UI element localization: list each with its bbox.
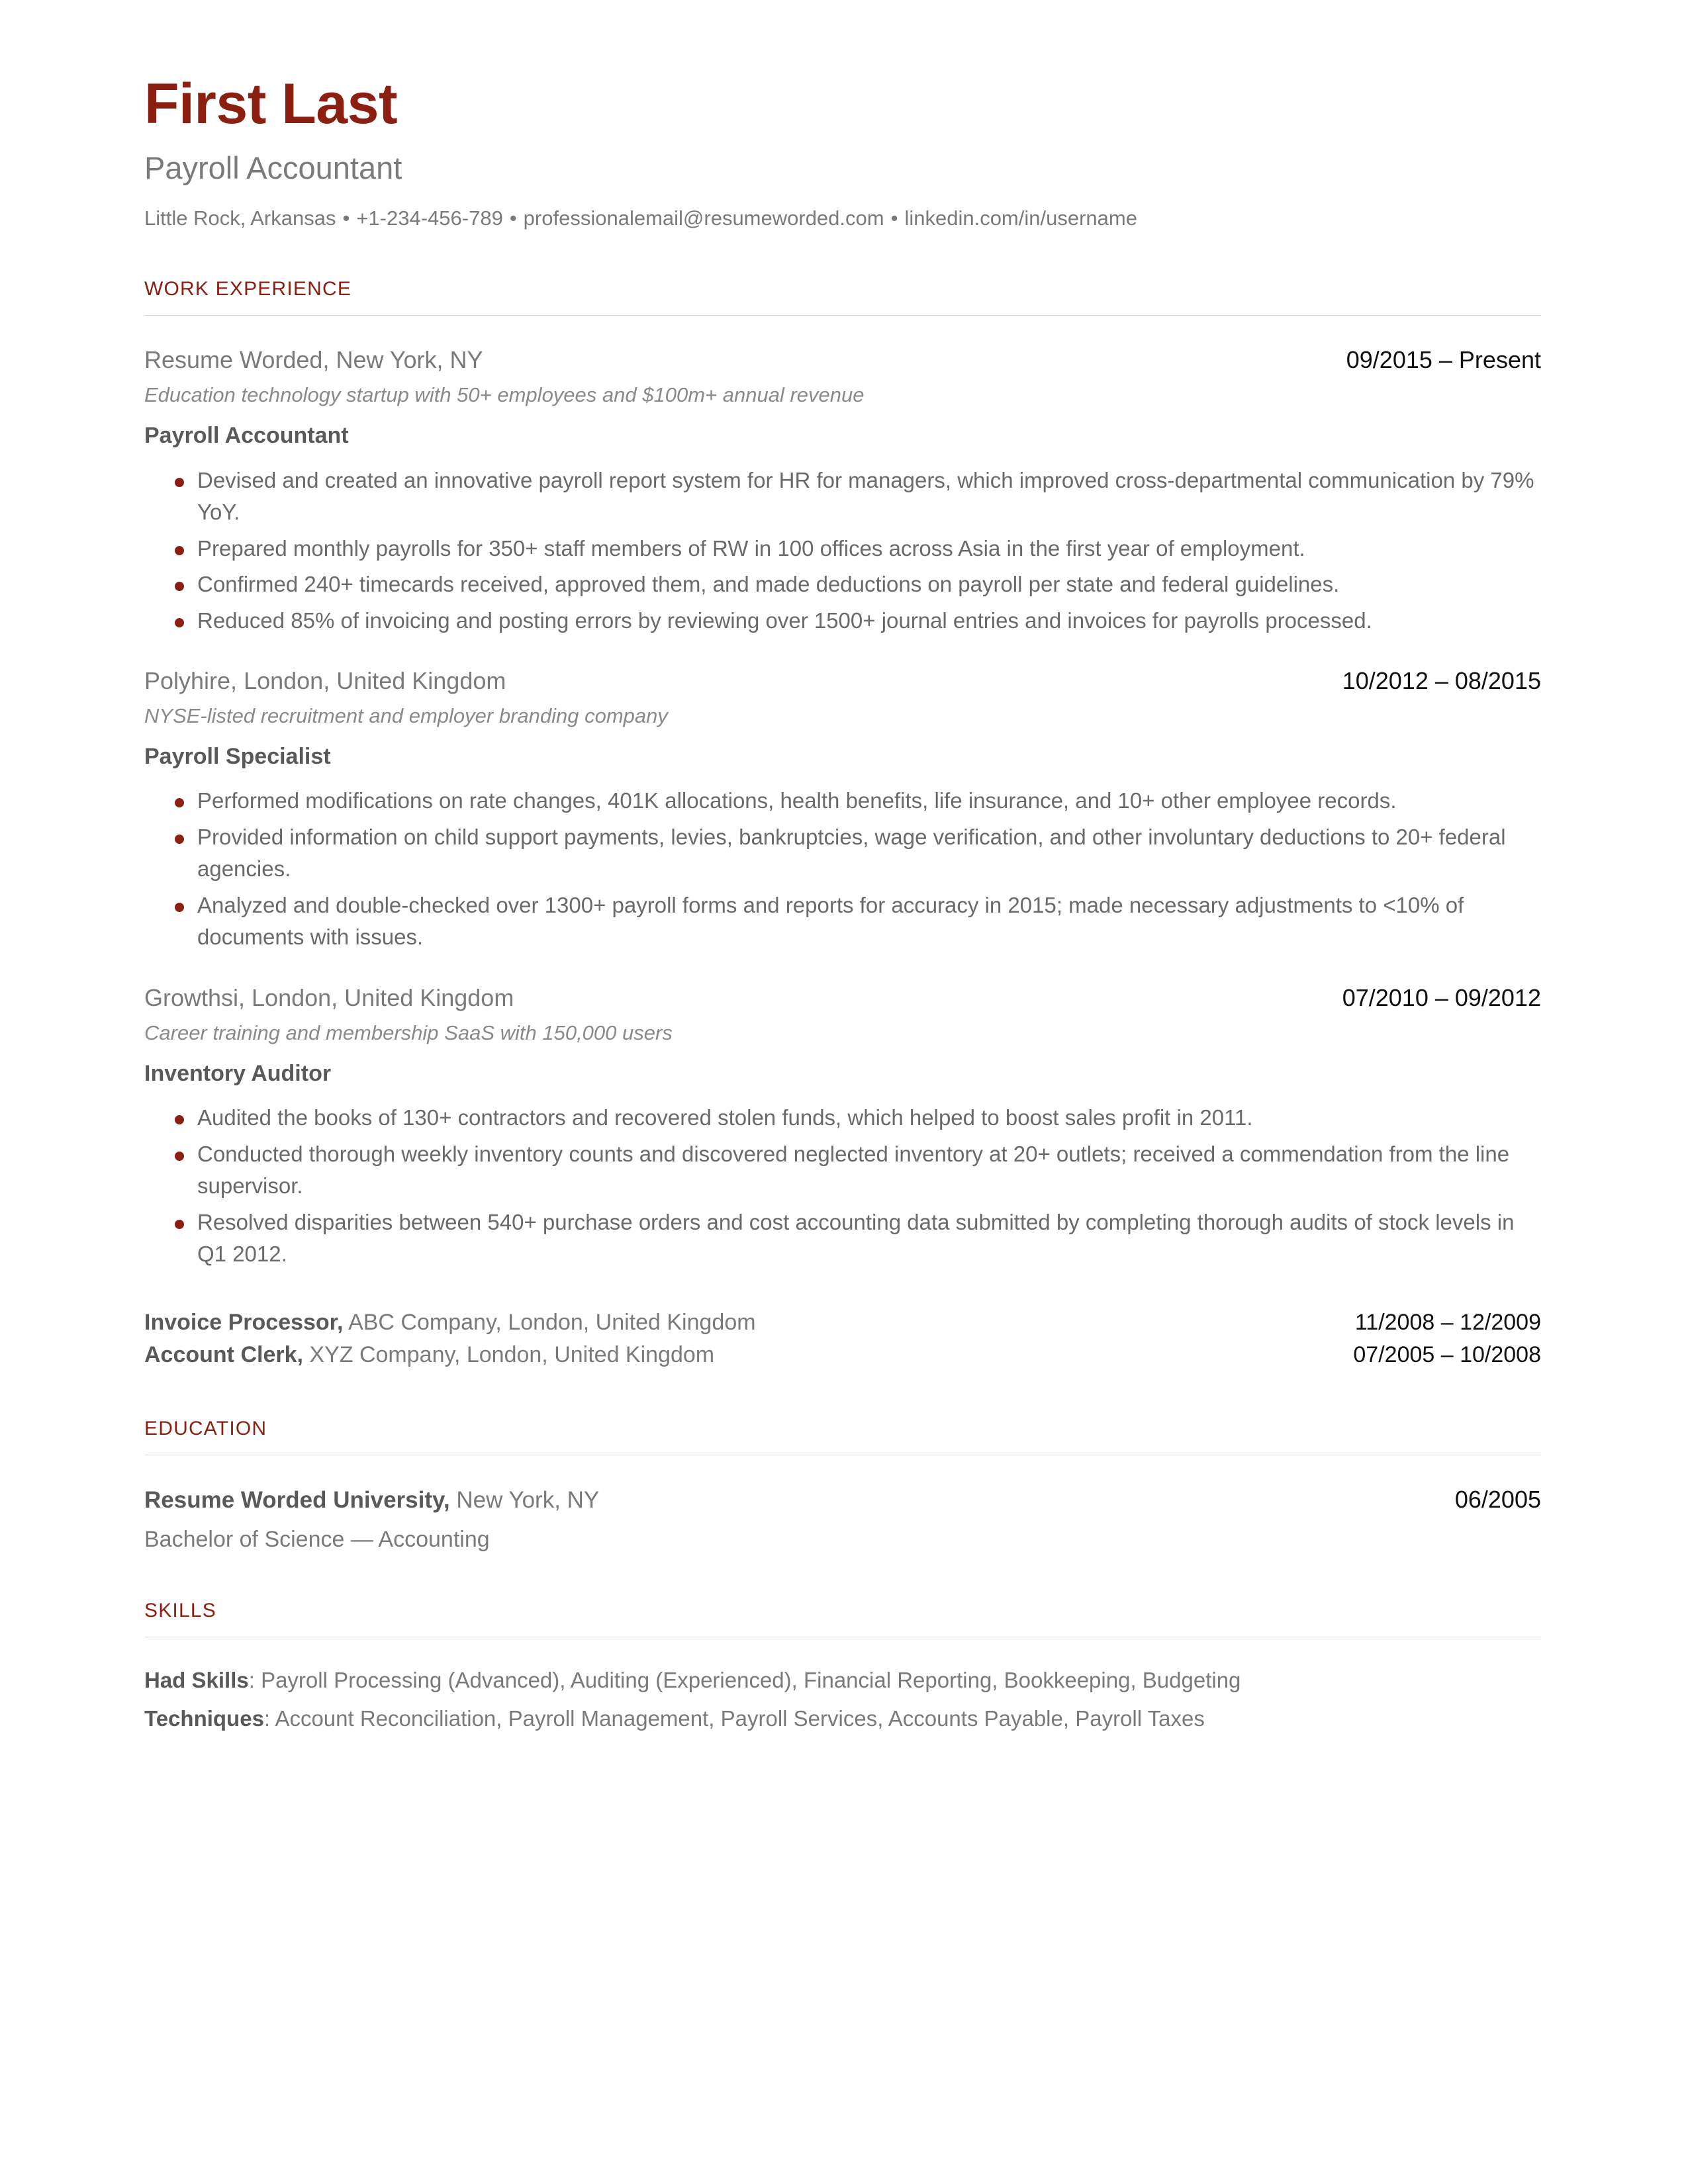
education-school-name: Resume Worded University, [144, 1487, 450, 1514]
candidate-name: First Last [144, 72, 398, 136]
candidate-headline: Payroll Accountant [144, 150, 402, 186]
experience-bullet: Reduced 85% of invoicing and posting errors by reviewing over 1500+ journal entries and invoices for payrolls processed. [144, 605, 1541, 637]
experience-company: Resume Worded, New York, NY [144, 346, 483, 374]
section-divider-work [144, 315, 1541, 316]
experience-entry-head [144, 345, 1541, 375]
experience-entry-head [144, 983, 1541, 1013]
skill-line [144, 1702, 1541, 1735]
section-title-skills: SKILLS [144, 1600, 216, 1622]
short-role-title: Invoice Processor, [144, 1309, 344, 1335]
short-role-row [144, 1306, 1541, 1339]
experience-company: Growthsi, London, United Kingdom [144, 983, 514, 1011]
experience-role-title: Payroll Accountant [144, 423, 349, 449]
contact-separator-1: • [342, 206, 350, 230]
experience-entry [144, 983, 1541, 1271]
experience-bullet: Resolved disparities between 540+ purchase orders and cost accounting data submitted by completing thorough audits of stock levels in Q1 2012. [144, 1206, 1541, 1271]
skill-category-label: Techniques [144, 1706, 264, 1731]
experience-bullet: Audited the books of 130+ contractors and recovered stolen funds, which helped to boost sales profit in 2011. [144, 1102, 1541, 1134]
experience-role-title: Payroll Specialist [144, 743, 331, 769]
experience-entry [144, 666, 1541, 954]
experience-bullet: Confirmed 240+ timecards received, approved them, and made deductions on payroll per state and federal guidelines. [144, 569, 1541, 601]
contact-separator-3: • [890, 206, 898, 230]
experience-bullet-list [144, 465, 1541, 637]
experience-bullet: Conducted thorough weekly inventory counts and discovered neglected inventory at 20+ outlets; received a commendation from the line supervisor. [144, 1138, 1541, 1203]
contact-phone[interactable]: +1-234-456-789 [356, 206, 503, 230]
short-role-title: Account Clerk, [144, 1342, 303, 1367]
short-roles-list [144, 1306, 1541, 1372]
contact-separator-2: • [509, 206, 517, 230]
work-experience-list [144, 345, 1541, 1371]
education-entry-head [144, 1484, 1541, 1515]
education-date: 06/2005 [1454, 1486, 1541, 1514]
experience-company-blurb: NYSE-listed recruitment and employer branding company [144, 704, 668, 728]
short-role-row [144, 1339, 1541, 1371]
short-role-dates: 07/2005 – 10/2008 [1353, 1342, 1541, 1367]
experience-bullet: Devised and created an innovative payroll report system for HR for managers, which improved cross-departmental communication by 79% YoY. [144, 465, 1541, 529]
contact-email[interactable]: professionalemail@resumeworded.com [523, 206, 884, 230]
skill-category-label: Had Skills [144, 1668, 249, 1693]
education-degree: Bachelor of Science — Accounting [144, 1526, 490, 1552]
short-role-company: ABC Company, London, United Kingdom [343, 1309, 756, 1335]
experience-bullet: Provided information on child support payments, levies, bankruptcies, wage verification, and other involuntary deductions to 20+ federal agencies. [144, 821, 1541, 886]
experience-dates: 10/2012 – 08/2015 [1342, 667, 1541, 695]
contact-linkedin[interactable]: linkedin.com/in/username [904, 206, 1137, 230]
education-school-location: New York, NY [449, 1487, 600, 1514]
experience-bullet-list [144, 1102, 1541, 1271]
experience-dates: 07/2010 – 09/2012 [1342, 983, 1541, 1011]
experience-company-blurb: Education technology startup with 50+ employees and $100m+ annual revenue [144, 383, 865, 407]
experience-dates: 09/2015 – Present [1346, 346, 1541, 374]
experience-company: Polyhire, London, United Kingdom [144, 667, 506, 695]
experience-bullet: Analyzed and double-checked over 1300+ payroll forms and reports for accuracy in 2015; made necessary adjustments to <10% of documents with issues. [144, 889, 1541, 954]
experience-bullet: Performed modifications on rate changes, 401K allocations, health benefits, life insurance, and 10+ other employee records. [144, 785, 1541, 817]
contact-location: Little Rock, Arkansas [144, 206, 336, 230]
section-title-education: EDUCATION [144, 1418, 267, 1440]
experience-role-title: Inventory Auditor [144, 1060, 332, 1086]
experience-bullet: Prepared monthly payrolls for 350+ staff members of RW in 100 offices across Asia in the first year of employment. [144, 533, 1541, 565]
experience-company-blurb: Career training and membership SaaS with 150,000 users [144, 1021, 673, 1044]
skill-category-values: : Payroll Processing (Advanced), Auditing (Experienced), Financial Reporting, Bookkeeping, Budgeting [248, 1668, 1241, 1693]
contact-line [144, 205, 1541, 232]
skill-line [144, 1664, 1541, 1697]
skills-list [144, 1664, 1541, 1735]
experience-entry [144, 345, 1541, 637]
short-role-company: XYZ Company, London, United Kingdom [303, 1342, 715, 1367]
experience-bullet-list [144, 785, 1541, 954]
skill-category-values: : Account Reconciliation, Payroll Management, Payroll Services, Accounts Payable, Payroll Taxes [263, 1706, 1205, 1731]
short-role-who [144, 1339, 714, 1371]
resume-header [144, 74, 1541, 232]
experience-entry-head [144, 666, 1541, 696]
education-list [144, 1484, 1541, 1553]
section-title-work-experience: WORK EXPERIENCE [144, 278, 352, 300]
short-role-who [144, 1306, 756, 1339]
short-role-dates: 11/2008 – 12/2009 [1354, 1309, 1541, 1335]
education-school [144, 1486, 599, 1515]
